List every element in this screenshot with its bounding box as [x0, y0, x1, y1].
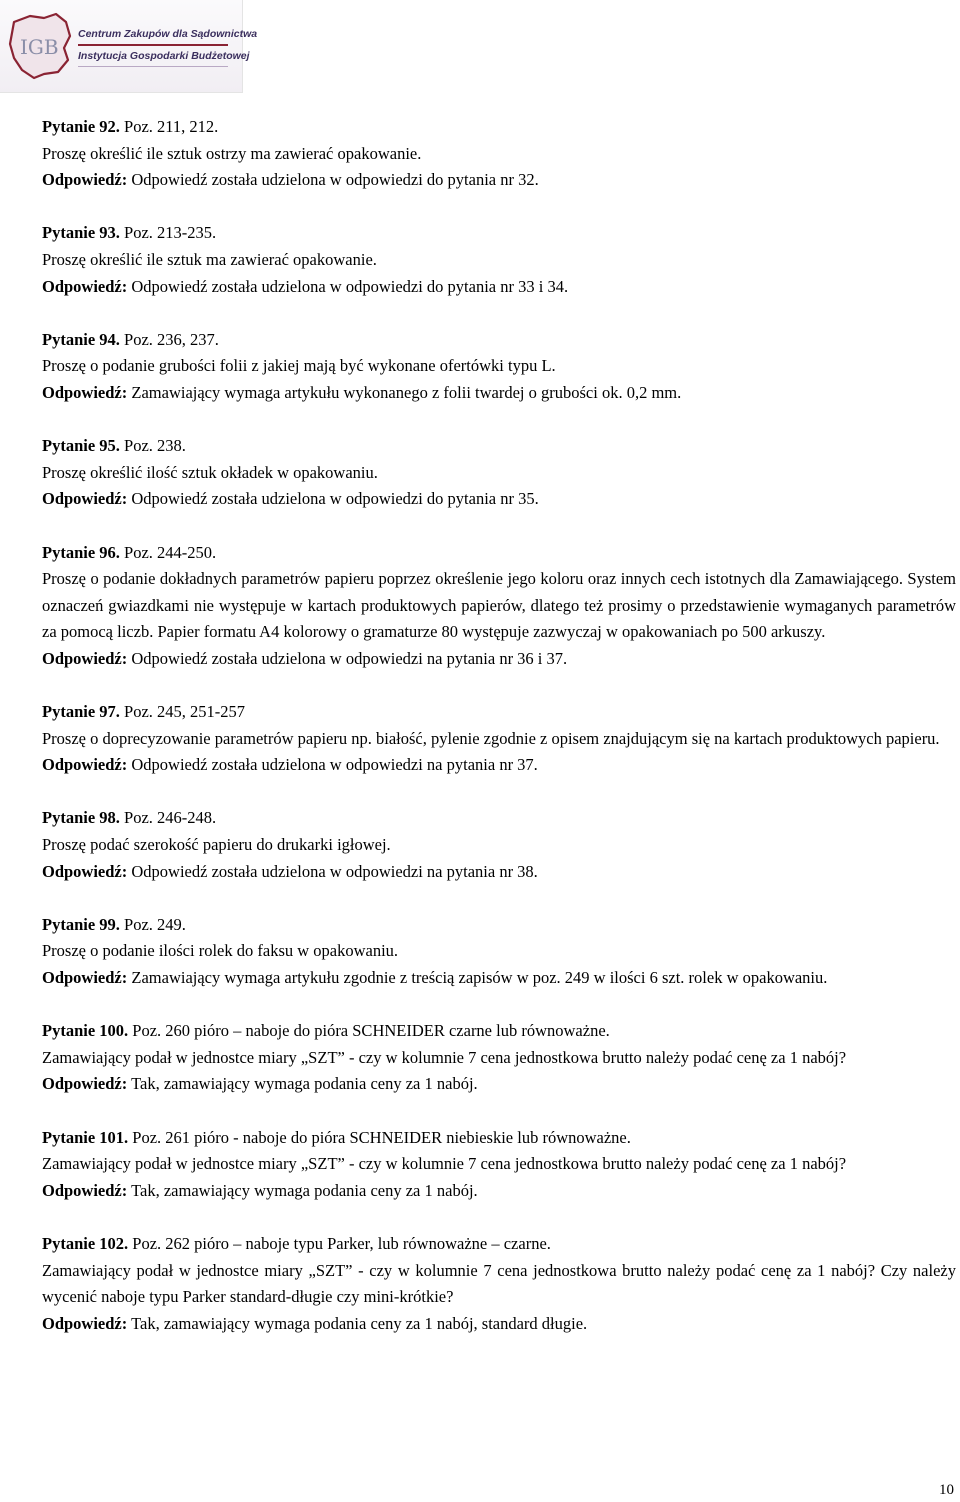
- question-96: [42, 540, 956, 673]
- question-99: [42, 912, 956, 992]
- answer-text: Tak, zamawiający wymaga podania ceny za 1 nabój.: [127, 1074, 478, 1094]
- answer-label: Odpowiedź:: [42, 1074, 128, 1094]
- answer: [42, 380, 956, 407]
- question-text: Proszę podać szerokość papieru do drukarki igłowej.: [42, 835, 391, 855]
- question-position: Poz. 249.: [119, 914, 186, 934]
- question-text: Proszę o podanie dokładnych parametrów papieru poprzez określenie jego koloru oraz innych cech istotnych dla Zamawiającego. System oznaczeń gwiazdkami nie występuje w kartach produktowych papierów, dlatego też prosimy o przedstawienie wymaganych parametrów za pomocą liczb. Papier formatu A4 kolorowy o gramaturze 80 występuje zazwyczaj w opakowaniach po 500 arkuszy.: [42, 569, 956, 642]
- question-heading: [42, 327, 956, 354]
- answer-text: Odpowiedź została udzielona w odpowiedzi na pytania nr 38.: [127, 861, 538, 881]
- poland-map-icon: [4, 8, 76, 84]
- question-text: Proszę o podanie grubości folii z jakiej mają być wykonane ofertówki typu L.: [42, 356, 556, 376]
- logo-line-2: Instytucja Gospodarki Budżetowej: [78, 50, 250, 62]
- logo-letters: IGB: [20, 35, 59, 59]
- question-position: Poz. 238.: [119, 436, 186, 456]
- question-heading: [42, 699, 956, 726]
- answer: [42, 1311, 956, 1338]
- answer: [42, 1071, 956, 1098]
- question-label: Pytanie 102.: [42, 1233, 129, 1253]
- question-text: Proszę o podanie ilości rolek do faksu w opakowaniu.: [42, 941, 399, 961]
- answer-label: Odpowiedź:: [42, 861, 128, 881]
- question-position: Poz. 236, 237.: [119, 329, 219, 349]
- question-93: [42, 220, 956, 300]
- logo-divider-2: [78, 66, 228, 67]
- question-94: [42, 327, 956, 407]
- answer: [42, 1178, 956, 1205]
- answer-text: Odpowiedź została udzielona w odpowiedzi do pytania nr 35.: [127, 489, 539, 509]
- question-100: [42, 1018, 956, 1098]
- question-heading: [42, 220, 956, 247]
- question-position: Poz. 244-250.: [119, 542, 217, 562]
- page-number: 10: [939, 1482, 954, 1498]
- answer-label: Odpowiedź:: [42, 1180, 128, 1200]
- answer-label: Odpowiedź:: [42, 382, 128, 402]
- answer-label: Odpowiedź:: [42, 489, 128, 509]
- logo-divider: [78, 44, 228, 46]
- answer: [42, 752, 956, 779]
- question-heading: [42, 1125, 956, 1152]
- question-101: [42, 1125, 956, 1205]
- answer-label: Odpowiedź:: [42, 170, 128, 190]
- answer: [42, 859, 956, 886]
- answer: [42, 167, 956, 194]
- answer: [42, 274, 956, 301]
- question-heading: [42, 805, 956, 832]
- answer-label: Odpowiedź:: [42, 968, 128, 987]
- answer-label: Odpowiedź:: [42, 755, 128, 775]
- answer-text: Odpowiedź została udzielona w odpowiedzi do pytania nr 33 i 34.: [127, 276, 569, 296]
- answer-text: Odpowiedź została udzielona w odpowiedzi do pytania nr 32.: [127, 170, 539, 190]
- question-position: Poz. 260 pióro – naboje do pióra SCHNEIDER czarne lub równoważne.: [128, 1021, 610, 1041]
- question-label: Pytanie 98.: [42, 808, 120, 828]
- logo-line-1: Centrum Zakupów dla Sądownictwa: [78, 28, 258, 40]
- answer-label: Odpowiedź:: [42, 276, 128, 296]
- question-text: Proszę określić ile sztuk ostrzy ma zawierać opakowanie.: [42, 143, 422, 163]
- question-label: Pytanie 101.: [42, 1127, 129, 1147]
- question-text: Proszę określić ile sztuk ma zawierać opakowanie.: [42, 249, 377, 269]
- question-102: [42, 1231, 956, 1337]
- question-heading: [42, 540, 956, 567]
- question-text: Proszę o doprecyzowanie parametrów papieru np. białość, pylenie zgodnie z opisem znajdującym się na kartach produktowych papieru.: [42, 728, 940, 748]
- answer-text: Zamawiający wymaga artykułu zgodnie z treścią zapisów w poz. 249 w ilości 6 szt. rolek w opakowaniu.: [127, 968, 828, 987]
- answer-label: Odpowiedź:: [42, 1313, 128, 1333]
- question-98: [42, 805, 956, 885]
- question-label: Pytanie 93.: [42, 223, 120, 243]
- question-label: Pytanie 96.: [42, 542, 120, 562]
- question-position: Poz. 262 pióro – naboje typu Parker, lub równoważne – czarne.: [128, 1233, 551, 1253]
- question-heading: [42, 912, 956, 939]
- question-heading: [42, 1231, 956, 1258]
- question-label: Pytanie 94.: [42, 329, 120, 349]
- question-97: [42, 699, 956, 779]
- answer-text: Odpowiedź została udzielona w odpowiedzi na pytania nr 36 i 37.: [127, 648, 568, 668]
- question-position: Poz. 245, 251-257: [119, 702, 246, 722]
- question-text: Zamawiający podał w jednostce miary „SZT” - czy w kolumnie 7 cena jednostkowa brutto należy podać cenę za 1 nabój? Czy należy wycenić naboje typu Parker standard-długie czy mini-krótkie?: [42, 1260, 956, 1307]
- question-position: Poz. 246-248.: [119, 808, 217, 828]
- question-text: Proszę określić ilość sztuk okładek w opakowaniu.: [42, 462, 378, 482]
- institution-logo: [0, 0, 258, 93]
- question-position: Poz. 261 pióro - naboje do pióra SCHNEIDER niebieskie lub równoważne.: [128, 1127, 631, 1147]
- question-label: Pytanie 92.: [42, 117, 120, 136]
- answer-text: Tak, zamawiający wymaga podania ceny za 1 nabój.: [127, 1180, 478, 1200]
- question-label: Pytanie 95.: [42, 436, 120, 456]
- question-heading: [42, 433, 956, 460]
- question-95: [42, 433, 956, 513]
- answer-text: Tak, zamawiający wymaga podania ceny za 1 nabój, standard długie.: [127, 1313, 588, 1333]
- question-position: Poz. 211, 212.: [119, 117, 219, 136]
- answer-label: Odpowiedź:: [42, 648, 128, 668]
- question-92: [42, 114, 956, 194]
- question-heading: [42, 114, 956, 141]
- question-heading: [42, 1018, 956, 1045]
- question-label: Pytanie 97.: [42, 702, 120, 722]
- answer: [42, 965, 956, 992]
- answer: [42, 646, 956, 673]
- question-label: Pytanie 99.: [42, 914, 120, 934]
- question-text: Zamawiający podał w jednostce miary „SZT” - czy w kolumnie 7 cena jednostkowa brutto należy podać cenę za 1 nabój?: [42, 1047, 847, 1067]
- answer-text: Zamawiający wymaga artykułu wykonanego z folii twardej o grubości ok. 0,2 mm.: [127, 382, 682, 402]
- question-label: Pytanie 100.: [42, 1021, 129, 1041]
- document-body: [42, 114, 956, 1364]
- question-text: Zamawiający podał w jednostce miary „SZT” - czy w kolumnie 7 cena jednostkowa brutto należy podać cenę za 1 nabój?: [42, 1154, 847, 1174]
- answer-text: Odpowiedź została udzielona w odpowiedzi na pytania nr 37.: [127, 755, 538, 775]
- question-position: Poz. 213-235.: [119, 223, 217, 243]
- answer: [42, 486, 956, 513]
